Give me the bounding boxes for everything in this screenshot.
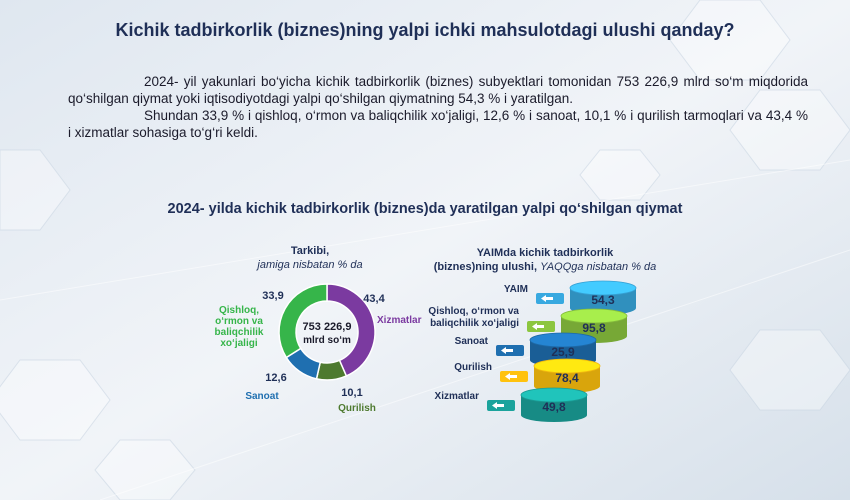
donut-value-label-1: 43,4	[363, 293, 385, 305]
donut-value-label-2: 10,1	[341, 387, 363, 399]
donut-category-label-4: o‘rmon va	[215, 316, 263, 327]
donut-subtitle: jamiga nisbatan % da	[257, 259, 363, 271]
donut-category-label-4: baliqchilik	[214, 327, 264, 338]
page-title: Kichik tadbirkorlik (biznes)ning yalpi ichki mahsulotdagi ulushi qanday?	[115, 20, 735, 40]
paragraph-2: Shundan 33,9 % i qishloq, o‘rmon va baliqchilik xo‘jaligi, 12,6 % i sanoat, 10,1 % i qurilish tarmoqlari va 43,4 % i xizmatlar sohasiga to‘g‘ri keldi.	[68, 108, 808, 140]
donut-category-label-1: Xizmatlar	[377, 315, 422, 326]
cylinder-value-label-1: 54,3	[591, 293, 615, 307]
cylinder-category-label-2: baliqchilik xo‘jaligi	[430, 318, 519, 329]
paragraph-1: 2024- yil yakunlari bo‘yicha kichik tadbirkorlik (biznes) subyektlari tomonidan 753 226,9 mlrd so‘m miqdorida qo‘shilgan qiymat yoki iqtisodiyotdagi yalpi qo‘shilgan qiymatning 54,3 % i yaratilgan.	[68, 74, 808, 106]
cylinder-title-line-1: YAIMda kichik tadbirkorlik	[476, 247, 614, 259]
cylinder-category-label-4: Qurilish	[454, 362, 492, 373]
chart-section-title: 2024- yilda kichik tadbirkorlik (biznes)da yaratilgan yalpi qo‘shilgan qiymat	[167, 201, 683, 217]
cylinder-value-label-2: 95,8	[582, 321, 606, 335]
cylinder-category-label-5: Xizmatlar	[434, 391, 479, 402]
cylinder-value-label-4: 78,4	[555, 371, 579, 385]
cylinder-title-line-2: (biznes)ning ulushi,	[433, 261, 538, 273]
cylinder-category-label-1: YAIM	[503, 284, 528, 295]
donut-value-label-3: 12,6	[265, 372, 287, 384]
cylinder-unit-note: YAQQga nisbatan % da	[540, 261, 657, 273]
cylinder-category-label-2: Qishloq, o‘rmon va	[428, 306, 519, 317]
donut-category-label-2: Qurilish	[338, 403, 376, 414]
donut-category-label-3: Sanoat	[245, 391, 279, 402]
donut-title: Tarkibi,	[290, 245, 330, 257]
donut-value-label-4: 33,9	[262, 290, 284, 302]
donut-category-label-4: Qishloq,	[219, 305, 259, 316]
cylinder-value-label-5: 49,8	[542, 400, 566, 414]
donut-category-label-4: xo‘jaligi	[220, 338, 258, 349]
cylinder-value-label-3: 25,9	[551, 345, 575, 359]
cylinder-category-label-3: Sanoat	[454, 336, 488, 347]
donut-center-unit: mlrd so‘m	[303, 335, 351, 346]
donut-center-value: 753 226,9	[302, 321, 352, 333]
